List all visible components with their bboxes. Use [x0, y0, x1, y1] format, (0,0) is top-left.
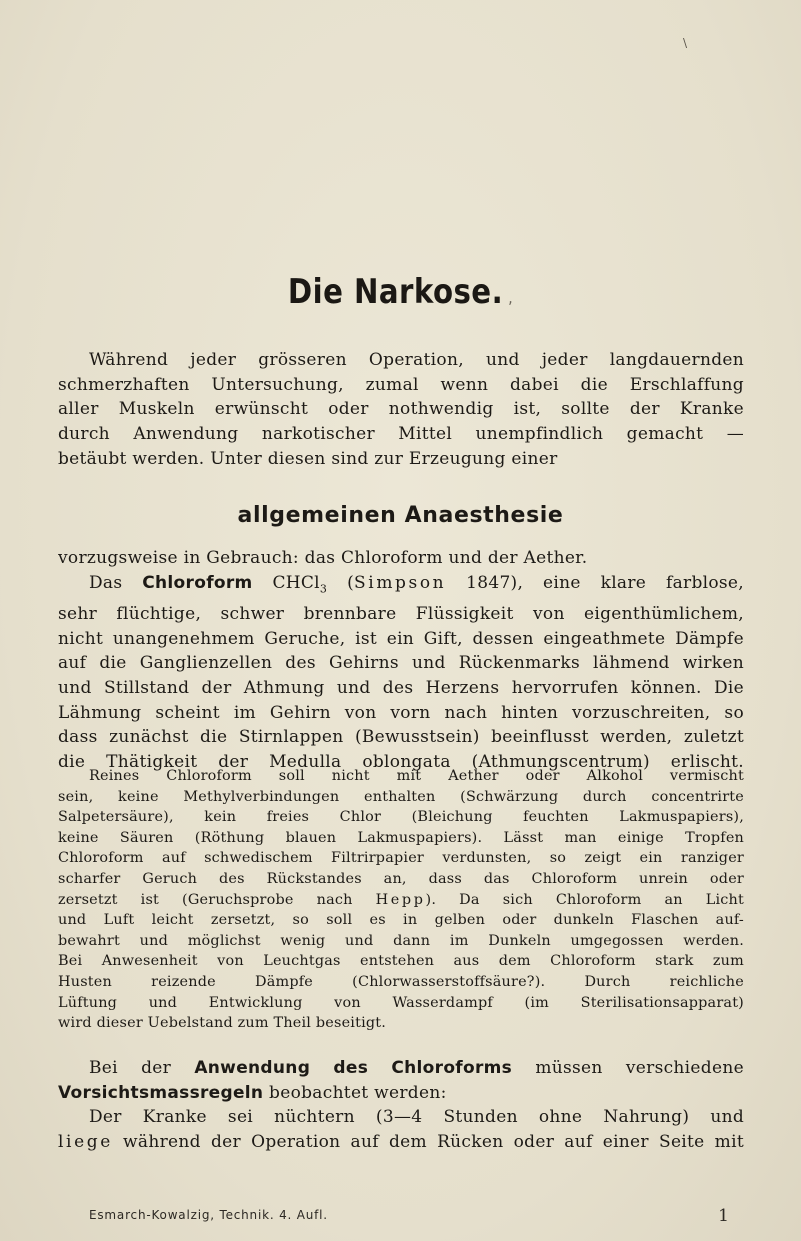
imprint: Esmarch-Kowalzig, Technik. 4. Aufl. — [89, 1208, 328, 1222]
intro-paragraph — [58, 348, 744, 472]
text-line: Während jeder grösseren Operation, und jeder langdauernden — [89, 350, 744, 370]
text-line: und Luft leicht zersetzt, so soll es in gelben oder dunkeln Flaschen auf- — [58, 912, 744, 929]
text-line: und Stillstand der Athmung und des Herzens hervorrufen können. Die — [58, 677, 744, 698]
chapter-title — [56, 272, 745, 312]
text-line: Bei der Anwendung des Chloroforms müssen verschiedene — [89, 1058, 744, 1078]
text-line: Lüftung und Entwicklung von Wasserdampf (im Sterilisationsapparat) — [58, 994, 744, 1011]
text-line: schmerzhaften Untersuchung, zumal wenn dabei die Erschlaffung — [58, 374, 744, 395]
term-vorsichtsmassregeln: Vorsichtsmassregeln — [58, 1082, 264, 1103]
text-line: liege während der Operation auf dem Rücken oder auf einer Seite mit — [58, 1132, 744, 1153]
text-line: Chloroform auf schwedischem Filtrirpapier verdunsten, so zeigt ein ranziger — [58, 850, 744, 867]
author-name: Simpson — [354, 572, 447, 593]
term-chloroforms: Chloroforms — [391, 1058, 513, 1078]
author-name: Hepp — [375, 891, 426, 908]
small-print — [58, 766, 744, 1034]
term-chloroform: Chloroform — [142, 572, 253, 593]
page-footer — [89, 1206, 729, 1226]
text-line: aller Muskeln erwünscht oder nothwendig ist, sollte der Kranke — [58, 399, 744, 420]
text-line: Lähmung scheint im Gehirn von vorn nach hinten vorzuschreiten, so — [58, 702, 744, 723]
text-line: Salpetersäure), kein freies Chlor (Bleichung feuchten Lakmuspapiers), — [58, 809, 744, 826]
title-stray-mark: , — [508, 288, 514, 307]
text-line: nicht unangenehmem Geruche, ist ein Gift, dessen eingeathmete Dämpfe — [58, 628, 744, 649]
text-line: scharfer Geruch des Rückstandes an, dass das Chloroform unrein oder — [58, 870, 744, 887]
text-line: keine Säuren (Röthung blauen Lakmuspapiers). Lässt man einige Tropfen — [58, 829, 744, 846]
text-line: betäubt werden. Unter diesen sind zur Erzeugung einer — [58, 448, 558, 469]
term-anwendung: Anwendung — [194, 1058, 311, 1078]
text-line: Vorsichtsmassregeln beobachtet werden: — [58, 1082, 447, 1103]
text-line: Der Kranke sei nüchtern (3—4 Stunden ohne Nahrung) und — [89, 1107, 744, 1128]
section-heading: allgemeinen Anaesthesie — [237, 503, 564, 528]
text-line: wird dieser Uebelstand zum Theil beseitigt. — [58, 1015, 387, 1032]
text-line: Reines Chloroform soll nicht mit Aether oder Alkohol vermischt — [89, 768, 744, 784]
text-line: die Thätigkeit der Medulla oblongata (Athmungscentrum) erlischt. — [58, 752, 744, 773]
chapter-title-text: Die Narkose. — [287, 272, 504, 312]
text-line: dass zunächst die Stirnlappen (Bewusstsein) beeinflusst werden, zuletzt — [58, 727, 744, 748]
text-line: zersetzt ist (Geruchsprobe nach Hepp). Da sich Chloroform an Licht — [58, 891, 744, 908]
chemical-formula: CHCl$_3$ — [272, 572, 328, 596]
text-line: vorzugsweise in Gebrauch: das Chloroform und der Aether. — [58, 548, 588, 568]
text-line: sehr flüchtige, schwer brennbare Flüssigkeit von eigenthümlichem, — [58, 603, 744, 624]
text-line: Das Chloroform CHCl$_3$ (Simpson 1847), eine klare farblose, — [89, 572, 744, 596]
text-line: sein, keine Methylverbindungen enthalten (Schwärzung durch concentrirte — [58, 788, 744, 805]
chloroform-paragraph — [58, 546, 744, 775]
text-line: Husten reizende Dämpfe (Chlorwasserstoffsäure?). Durch reichliche — [58, 973, 744, 990]
text-line: auf die Ganglienzellen des Gehirns und Rückenmarks lähmend wirken — [58, 653, 744, 674]
text-line: durch Anwendung narkotischer Mittel unempfindlich gemacht — — [58, 424, 744, 445]
page-number: 1 — [718, 1206, 729, 1226]
page-mark: \ — [683, 36, 688, 50]
text-line: Bei Anwesenheit von Leuchtgas entstehen aus dem Chloroform stark zum — [58, 953, 744, 970]
text-line: bewahrt und möglichst wenig und dann im Dunkeln umgegossen werden. — [58, 932, 744, 949]
precautions-paragraph — [58, 1056, 744, 1155]
spaced-word: liege — [58, 1132, 113, 1153]
